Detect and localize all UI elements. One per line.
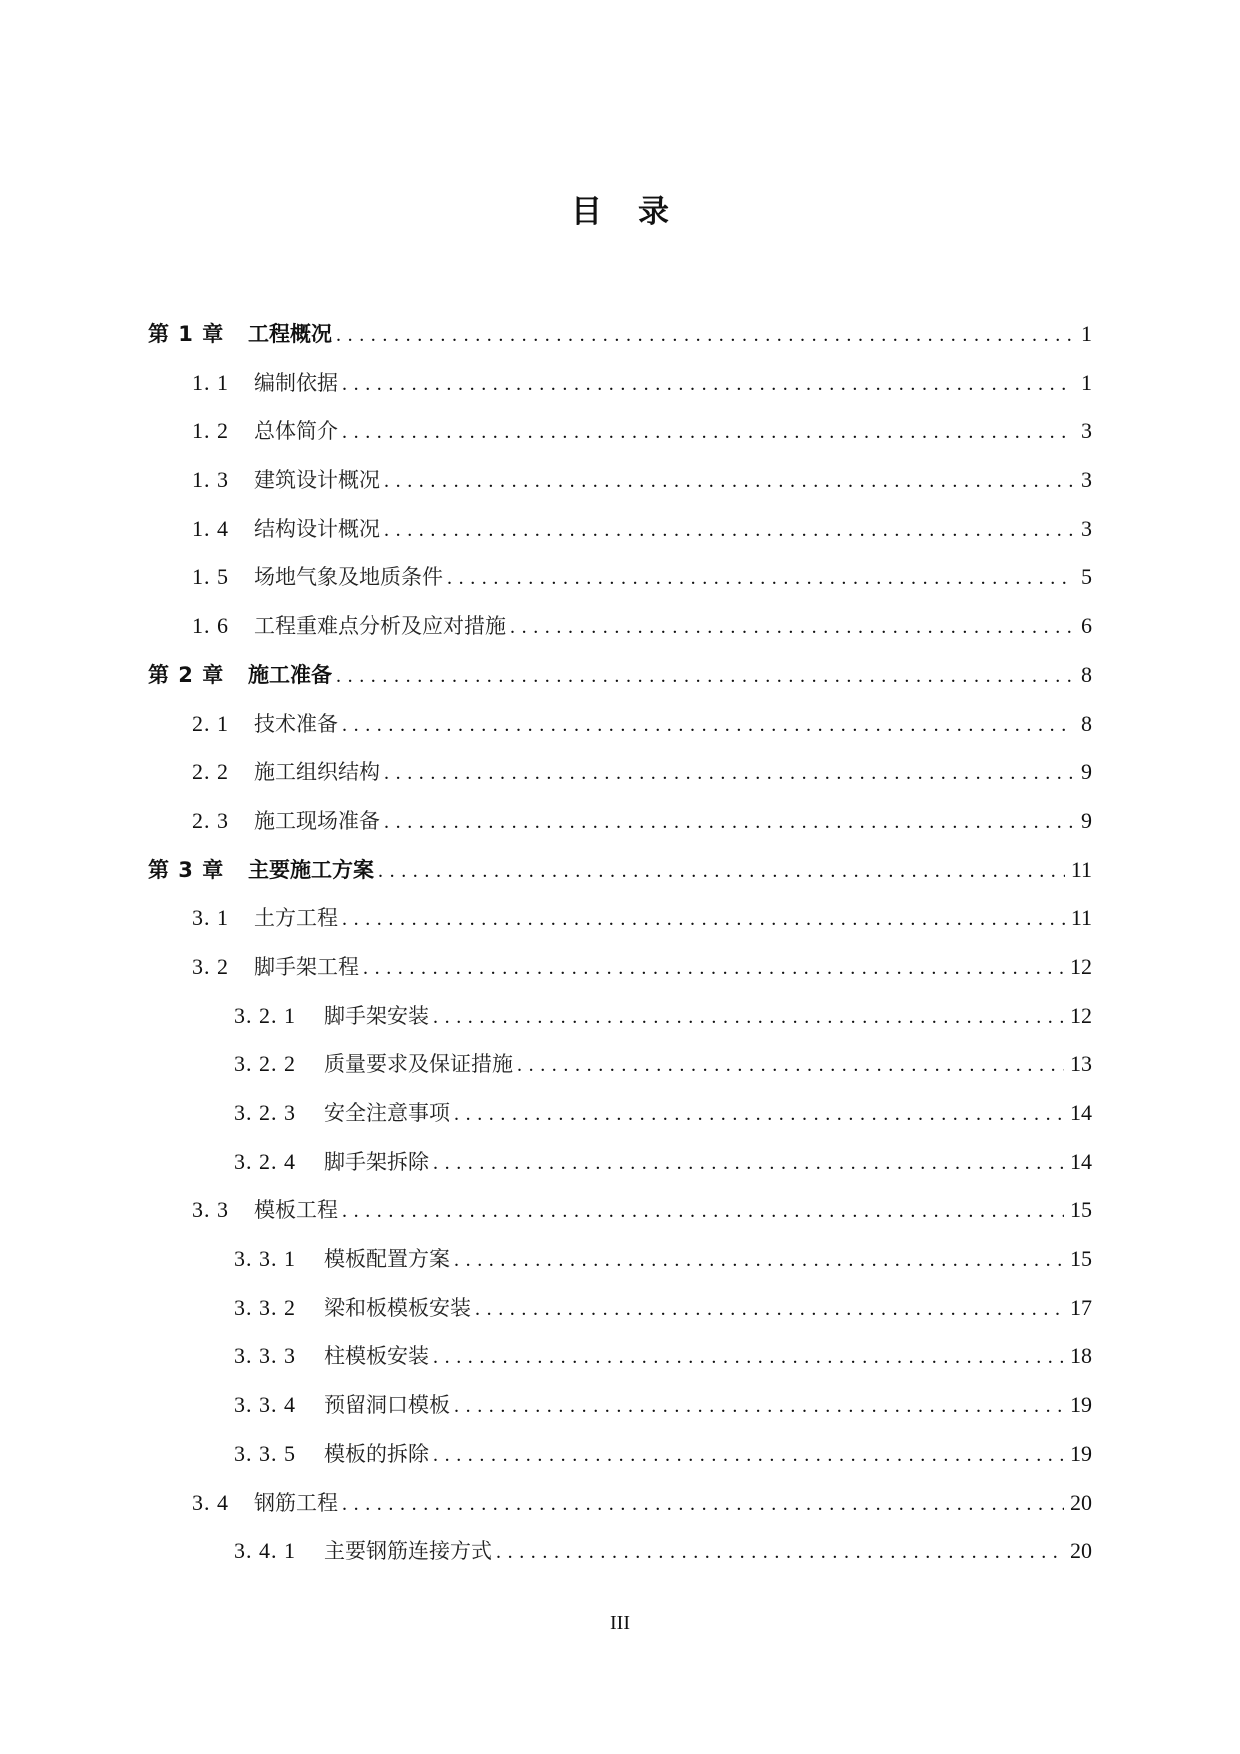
toc-entry-title: 工程概况	[248, 322, 332, 346]
dot-leader	[342, 1493, 1064, 1516]
toc-entry-title: 预留洞口模板	[324, 1393, 450, 1418]
toc-entry-page: 12	[1070, 953, 1092, 979]
toc-entry-3-4[interactable]	[148, 1487, 1092, 1536]
toc-entry-number: 3. 3. 3	[234, 1343, 296, 1369]
toc-entry-title: 场地气象及地质条件	[254, 565, 443, 590]
toc-entry-number: 3. 4	[192, 1489, 229, 1515]
toc-entry-3-1[interactable]	[148, 902, 1092, 951]
toc-entry-title: 脚手架安装	[324, 1003, 429, 1028]
toc-entry-title: 建筑设计概况	[254, 468, 380, 493]
dot-leader	[363, 957, 1064, 980]
dot-leader	[433, 1346, 1064, 1369]
dot-leader	[336, 665, 1074, 688]
dot-leader	[384, 762, 1074, 785]
toc-entry-number: 2. 3	[192, 807, 229, 833]
toc-entry-1-5[interactable]	[148, 561, 1092, 610]
dot-leader	[384, 470, 1074, 493]
toc-entry-1-4[interactable]	[148, 513, 1092, 562]
table-of-contents	[148, 318, 1092, 1584]
dot-leader	[496, 1541, 1064, 1564]
toc-entry-page: 15	[1070, 1246, 1092, 1272]
page-title: 目录	[571, 194, 705, 230]
toc-entry-3-2-2[interactable]	[148, 1048, 1092, 1097]
toc-entry-page: 1	[1081, 321, 1092, 346]
toc-entry-number: 1. 3	[192, 467, 229, 493]
toc-entry-page: 12	[1070, 1002, 1092, 1028]
toc-entry-page: 20	[1070, 1489, 1092, 1515]
toc-entry-1-2[interactable]	[148, 415, 1092, 464]
toc-entry-page: 20	[1070, 1538, 1092, 1564]
dot-leader	[454, 1103, 1064, 1126]
toc-entry-1-3[interactable]	[148, 464, 1092, 513]
toc-entry-number: 第 3 章	[148, 857, 225, 882]
toc-entry-title: 主要施工方案	[248, 857, 374, 882]
toc-entry-number: 3. 3. 4	[234, 1392, 296, 1418]
toc-entry-page: 5	[1081, 564, 1092, 590]
dot-leader	[510, 616, 1074, 639]
toc-entry-number: 3. 4. 1	[234, 1538, 296, 1564]
toc-entry-title: 梁和板模板安装	[324, 1295, 471, 1320]
toc-entry-page: 19	[1070, 1440, 1092, 1466]
toc-entry-page: 8	[1081, 710, 1092, 736]
toc-entry-page: 3	[1081, 418, 1092, 444]
toc-entry-number: 3. 2. 4	[234, 1148, 296, 1174]
toc-entry-page: 18	[1070, 1343, 1092, 1369]
toc-entry-number: 3. 3. 2	[234, 1294, 296, 1320]
toc-entry-page: 3	[1081, 515, 1092, 541]
dot-leader	[384, 519, 1074, 542]
toc-entry-number: 3. 2. 1	[234, 1002, 296, 1028]
toc-entry-page: 13	[1070, 1051, 1092, 1077]
toc-entry-number: 1. 2	[192, 418, 229, 444]
toc-entry-3-3-5[interactable]	[148, 1438, 1092, 1487]
dot-leader	[342, 1200, 1064, 1223]
toc-entry-title: 土方工程	[254, 906, 338, 931]
toc-entry-number: 3. 2. 3	[234, 1100, 296, 1125]
dot-leader	[475, 1298, 1064, 1321]
toc-entry-number: 3. 3. 1	[234, 1246, 296, 1272]
toc-entry-number: 3. 1	[192, 905, 229, 931]
toc-entry-3-2-1[interactable]	[148, 1000, 1092, 1049]
toc-entry-1-6[interactable]	[148, 610, 1092, 659]
toc-entry-number: 1. 6	[192, 613, 229, 639]
toc-entry-title: 安全注意事项	[324, 1101, 450, 1125]
toc-entry-page: 11	[1070, 905, 1092, 931]
toc-entry-3-2[interactable]	[148, 951, 1092, 1000]
toc-entry-title: 编制依据	[254, 370, 338, 395]
toc-entry-number: 3. 3	[192, 1197, 229, 1223]
toc-entry-page: 11	[1070, 856, 1092, 882]
toc-entry-title: 脚手架拆除	[324, 1149, 429, 1174]
dot-leader	[384, 811, 1074, 834]
toc-entry-title: 总体简介	[254, 419, 338, 444]
toc-entry-title: 结构设计概况	[254, 516, 380, 541]
toc-entry-number: 3. 2. 2	[234, 1051, 296, 1077]
toc-entry-2-2[interactable]	[148, 756, 1092, 805]
toc-entry-2-3[interactable]	[148, 805, 1092, 854]
toc-entry-title: 技术准备	[254, 711, 338, 736]
page-number: III	[610, 1612, 630, 1634]
toc-entry-number: 3. 3. 5	[234, 1440, 296, 1466]
toc-entry-2-1[interactable]	[148, 708, 1092, 757]
toc-entry-3-3-1[interactable]	[148, 1243, 1092, 1292]
toc-entry-chapter-3[interactable]	[148, 854, 1092, 903]
toc-entry-page: 6	[1081, 613, 1092, 639]
dot-leader	[454, 1395, 1064, 1418]
toc-entry-number: 第 2 章	[148, 662, 225, 687]
toc-entry-number: 2. 1	[192, 710, 229, 736]
toc-entry-page: 17	[1070, 1294, 1092, 1320]
toc-entry-page: 19	[1070, 1392, 1092, 1418]
toc-entry-page: 9	[1081, 807, 1092, 833]
toc-entry-title: 施工准备	[248, 662, 332, 687]
toc-entry-title: 钢筋工程	[254, 1490, 338, 1515]
toc-entry-page: 8	[1081, 661, 1092, 687]
toc-entry-number: 2. 2	[192, 759, 229, 785]
toc-entry-number: 1. 5	[192, 564, 229, 590]
toc-entry-title: 工程重难点分析及应对措施	[254, 614, 506, 639]
toc-entry-3-3-2[interactable]	[148, 1292, 1092, 1341]
toc-entry-title: 柱模板安装	[324, 1344, 429, 1369]
toc-entry-page: 14	[1070, 1100, 1092, 1125]
toc-entry-title: 模板的拆除	[324, 1441, 429, 1466]
dot-leader	[433, 1444, 1064, 1467]
toc-entry-3-4-1[interactable]	[148, 1535, 1092, 1584]
toc-entry-3-2-4[interactable]	[148, 1146, 1092, 1195]
toc-entry-page: 14	[1070, 1148, 1092, 1174]
toc-entry-title: 模板工程	[254, 1198, 338, 1223]
dot-leader	[378, 860, 1065, 883]
toc-entry-3-3-3[interactable]	[148, 1340, 1092, 1389]
toc-entry-page: 15	[1070, 1197, 1092, 1223]
toc-entry-title: 脚手架工程	[254, 954, 359, 979]
dot-leader	[454, 1249, 1064, 1272]
dot-leader	[342, 908, 1065, 931]
toc-entry-page: 9	[1081, 759, 1092, 785]
dot-leader	[342, 373, 1074, 396]
toc-entry-number: 3. 2	[192, 953, 229, 979]
dot-leader	[447, 567, 1074, 590]
toc-entry-3-3-4[interactable]	[148, 1389, 1092, 1438]
toc-entry-title: 质量要求及保证措施	[324, 1052, 513, 1077]
toc-entry-1-1[interactable]	[148, 367, 1092, 416]
toc-entry-number: 第 1 章	[148, 322, 225, 346]
dot-leader	[433, 1152, 1064, 1175]
toc-entry-number: 1. 4	[192, 515, 229, 541]
toc-entry-3-3[interactable]	[148, 1194, 1092, 1243]
toc-entry-title: 模板配置方案	[324, 1247, 450, 1272]
toc-entry-3-2-3[interactable]	[148, 1097, 1092, 1146]
toc-entry-title: 施工组织结构	[254, 760, 380, 785]
toc-entry-page: 3	[1081, 467, 1092, 493]
dot-leader	[342, 421, 1074, 444]
toc-entry-title: 主要钢筋连接方式	[324, 1539, 492, 1564]
dot-leader	[336, 324, 1074, 347]
dot-leader	[433, 1006, 1064, 1029]
toc-entry-chapter-2[interactable]	[148, 659, 1092, 708]
toc-entry-page: 1	[1081, 369, 1092, 395]
dot-leader	[342, 714, 1074, 737]
toc-entry-title: 施工现场准备	[254, 808, 380, 833]
toc-entry-number: 1. 1	[192, 369, 229, 395]
dot-leader	[517, 1054, 1064, 1077]
toc-entry-chapter-1[interactable]	[148, 318, 1092, 367]
